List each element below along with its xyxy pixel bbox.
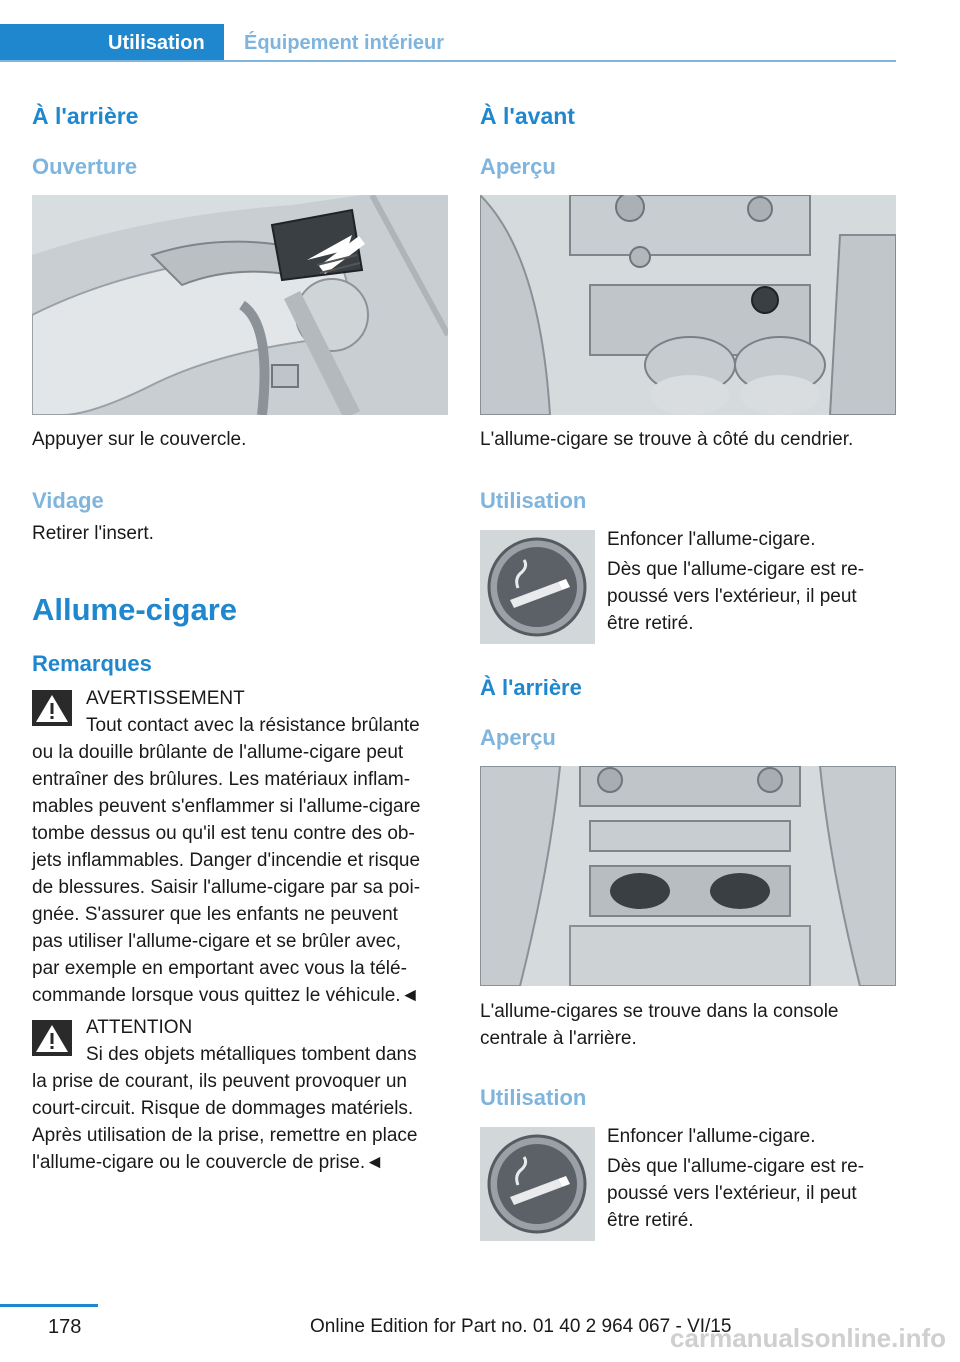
warning1-line: pas utiliser l'allume-cigare et se brûler avec, xyxy=(32,931,402,952)
cigarette-lighter-rear-illustration xyxy=(480,1127,595,1241)
header-divider xyxy=(0,60,896,62)
cigarette-lighter-front-illustration xyxy=(480,530,595,644)
edition-info: Online Edition for Part no. 01 40 2 964 067 - VI/15 xyxy=(310,1316,732,1337)
use-rear-line: Dès que l'allume-cigare est re‐ xyxy=(607,1156,865,1177)
subheading-use-front: Utilisation xyxy=(480,488,587,513)
use-front-line: poussé vers l'extérieur, il peut xyxy=(607,586,857,607)
watermark: carmanualsonline.info xyxy=(670,1323,946,1353)
subheading-overview-rear: Aperçu xyxy=(480,725,556,750)
warning-label-attention: ATTENTION xyxy=(86,1017,193,1038)
subheading-notes: Remarques xyxy=(32,651,152,676)
footer-divider xyxy=(0,1304,98,1307)
warning2-line: la prise de courant, ils peuvent provoquer un xyxy=(32,1071,407,1092)
section-title-front: À l'avant xyxy=(480,103,575,129)
use-rear-line: être retiré. xyxy=(607,1210,694,1231)
warning1-line: tombe dessus ou qu'il est tenu contre des ob‐ xyxy=(32,823,415,844)
chapter-title-cigarette-lighter: Allume-cigare xyxy=(32,592,238,627)
warning-triangle-icon xyxy=(32,690,72,726)
caution-triangle-icon xyxy=(32,1020,72,1056)
tab-utilisation[interactable]: Utilisation xyxy=(0,24,224,62)
use-front-line: être retiré. xyxy=(607,613,694,634)
section-title-rear-right: À l'arrière xyxy=(480,675,582,700)
warning1-line: par exemple en emportant avec vous la télé‐ xyxy=(32,958,407,979)
text-emptying: Retirer l'insert. xyxy=(32,523,154,544)
section-title-rear: À l'arrière xyxy=(32,103,139,129)
use-front-press: Enfoncer l'allume-cigare. xyxy=(607,529,816,550)
warning2-line: Après utilisation de la prise, remettre en place xyxy=(32,1125,418,1146)
warning1-line: Tout contact avec la résistance brûlante xyxy=(86,715,420,736)
front-console-illustration xyxy=(480,195,896,415)
caption-rear-line: centrale à l'arrière. xyxy=(480,1028,637,1049)
page-header xyxy=(0,24,896,64)
tab-equipement-interieur[interactable]: Équipement intérieur xyxy=(244,32,445,54)
door-ashtray-illustration xyxy=(32,195,448,415)
use-rear-press: Enfoncer l'allume-cigare. xyxy=(607,1126,816,1147)
warning1-line: ou la douille brûlante de l'allume-cigare peut xyxy=(32,742,404,763)
warning2-line: court-circuit. Risque de dommages matériels. xyxy=(32,1098,414,1119)
caption-rear-line: L'allume-cigares se trouve dans la console xyxy=(480,1001,839,1022)
use-rear-line: poussé vers l'extérieur, il peut xyxy=(607,1183,857,1204)
subheading-overview-front: Aperçu xyxy=(480,154,556,179)
warning2-line: Si des objets métalliques tombent dans xyxy=(86,1044,417,1065)
use-front-line: Dès que l'allume-cigare est re‐ xyxy=(607,559,865,580)
caption-front: L'allume-cigare se trouve à côté du cendrier. xyxy=(480,429,854,450)
warning1-line: gnée. S'assurer que les enfants ne peuvent xyxy=(32,904,398,925)
caption-open: Appuyer sur le couvercle. xyxy=(32,429,247,450)
page-number: 178 xyxy=(48,1316,82,1338)
warning1-line: de blessures. Saisir l'allume-cigare par sa poi‐ xyxy=(32,877,421,898)
subheading-use-rear: Utilisation xyxy=(480,1085,587,1110)
warning1-line: commande lorsque vous quittez le véhicule.◄ xyxy=(32,985,420,1006)
subheading-opening: Ouverture xyxy=(32,154,138,179)
subheading-emptying: Vidage xyxy=(32,488,104,513)
rear-console-illustration xyxy=(480,766,896,986)
warning1-line: mables peuvent s'enflammer si l'allume-cigare xyxy=(32,796,421,817)
warning-label-avertissement: AVERTISSEMENT xyxy=(86,688,245,709)
warning1-line: jets inflammables. Danger d'incendie et risque xyxy=(32,850,421,871)
warning1-line: entraîner des brûlures. Les matériaux inflam‐ xyxy=(32,769,411,790)
warning2-line: l'allume-cigare ou le couvercle de prise.◄ xyxy=(32,1152,384,1173)
